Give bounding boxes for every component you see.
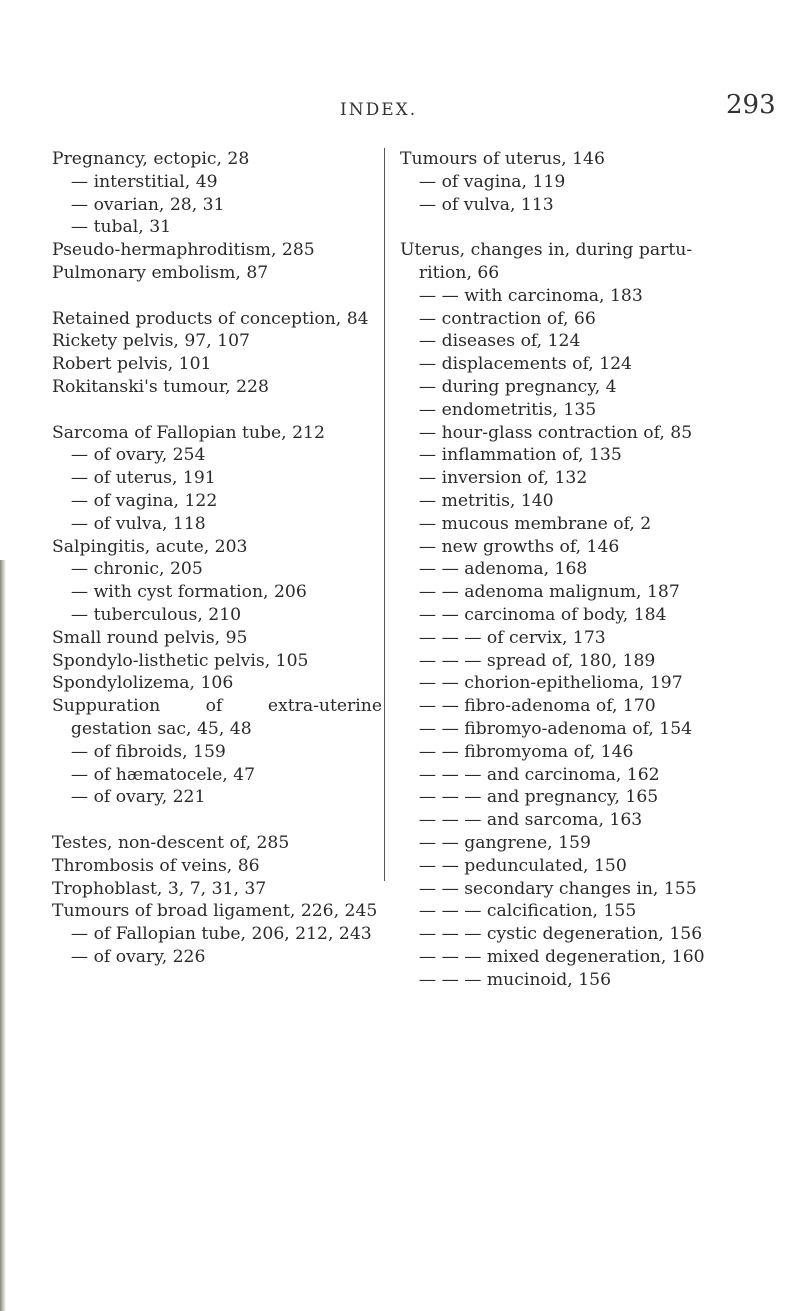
- index-subentry: — inflammation of, 135: [418, 445, 622, 466]
- entry-gap: [52, 809, 382, 832]
- index-subentry: — diseases of, 124: [418, 331, 581, 352]
- index-entry: Pseudo-hermaphroditism, 285: [52, 240, 315, 261]
- index-subentry: — mucous membrane of, 2: [418, 513, 652, 534]
- index-subentry: — — — spread of, 180, 189: [418, 650, 656, 671]
- page-number: 293: [726, 90, 776, 120]
- index-subentry: — — with carcinoma, 183: [418, 285, 643, 306]
- index-entry: Testes, non-descent of, 285: [52, 832, 290, 853]
- index-entry: Thrombosis of veins, 86: [52, 855, 260, 876]
- index-entry: Small round pelvis, 95: [52, 627, 248, 648]
- index-subentry: — of vulva, 118: [70, 513, 206, 534]
- index-subentry: — metritis, 140: [418, 490, 554, 511]
- entry-gap: [52, 399, 382, 422]
- index-entry: Rokitanski's tumour, 228: [52, 376, 269, 397]
- entry-gap: [400, 216, 740, 239]
- index-subentry: — of vagina, 119: [418, 171, 566, 192]
- index-entry: Tumours of uterus, 146: [400, 149, 605, 169]
- page-header: [0, 90, 800, 130]
- index-subentry: — — fibromyo-adenoma of, 154: [418, 718, 693, 739]
- index-subentry: — of uterus, 191: [70, 468, 216, 489]
- index-subentry: — — carcinoma of body, 184: [418, 604, 667, 625]
- index-subentry: — of vulva, 113: [418, 194, 554, 215]
- index-column-right: [400, 148, 740, 991]
- index-subentry: — — — cystic degeneration, 156: [418, 924, 703, 945]
- index-entry: Sarcoma of Fallopian tube, 212: [52, 422, 325, 443]
- index-entry: Trophoblast, 3, 7, 31, 37: [52, 878, 267, 899]
- index-subentry: — interstitial, 49: [70, 171, 218, 192]
- index-subentry: — — secondary changes in, 155: [418, 878, 697, 899]
- index-subentry: — — fibromyoma of, 146: [418, 741, 634, 762]
- index-entry: Spondylolizema, 106: [52, 673, 234, 694]
- index-subentry: — contraction of, 66: [418, 308, 596, 329]
- index-column-left: [52, 148, 382, 969]
- running-title: INDEX.: [340, 100, 418, 120]
- index-subentry: — new growths of, 146: [418, 536, 620, 557]
- index-entry: Suppuration of extra-uterine gestation sac, 45, 48: [52, 696, 382, 739]
- index-subentry: — — pedunculated, 150: [418, 855, 627, 876]
- index-entry: Rickety pelvis, 97, 107: [52, 331, 250, 352]
- index-subentry: — of ovary, 221: [70, 787, 206, 808]
- index-subentry: — displacements of, 124: [418, 354, 632, 375]
- index-subentry: — of hæmatocele, 47: [70, 764, 256, 785]
- index-subentry: — — — of cervix, 173: [418, 627, 606, 648]
- index-entry: Robert pelvis, 101: [52, 354, 212, 375]
- index-entry: Spondylo-listhetic pelvis, 105: [52, 650, 309, 671]
- index-entry: Pulmonary embolism, 87: [52, 262, 269, 283]
- index-subentry: — — — mucinoid, 156: [418, 969, 612, 990]
- index-entry: Tumours of broad ligament, 226, 245: [52, 901, 378, 922]
- index-subentry: — — adenoma malignum, 187: [418, 582, 680, 603]
- index-subentry: — during pregnancy, 4: [418, 376, 617, 397]
- index-entry: Salpingitis, acute, 203: [52, 536, 248, 557]
- index-entry: Uterus, changes in, during partu-rition, 66: [400, 240, 693, 283]
- index-subentry: — ovarian, 28, 31: [70, 194, 225, 215]
- index-subentry: — — — and pregnancy, 165: [418, 787, 659, 808]
- index-subentry: — of ovary, 226: [70, 946, 206, 967]
- index-subentry: — of fibroids, 159: [70, 741, 226, 762]
- index-subentry: — of ovary, 254: [70, 445, 206, 466]
- entry-gap: [52, 285, 382, 308]
- index-subentry: — endometritis, 135: [418, 399, 597, 420]
- index-subentry: — — chorion-epithelioma, 197: [418, 673, 683, 694]
- index-subentry: — hour-glass contraction of, 85: [418, 422, 693, 443]
- index-subentry: — of vagina, 122: [70, 490, 218, 511]
- index-subentry: — chronic, 205: [70, 559, 203, 580]
- index-subentry: — — — mixed degeneration, 160: [418, 946, 705, 967]
- index-entry: Pregnancy, ectopic, 28: [52, 149, 250, 169]
- index-subentry: — of Fallopian tube, 206, 212, 243: [70, 924, 372, 945]
- index-subentry: — tubal, 31: [70, 217, 172, 238]
- index-subentry: — — adenoma, 168: [418, 559, 588, 580]
- index-subentry: — — — calcification, 155: [418, 901, 637, 922]
- index-subentry: — — — and sarcoma, 163: [418, 810, 643, 831]
- index-entry: Retained products of conception, 84: [52, 308, 369, 329]
- index-subentry: — with cyst formation, 206: [70, 582, 307, 603]
- index-subentry: — inversion of, 132: [418, 468, 588, 489]
- index-subentry: — — — and carcinoma, 162: [418, 764, 660, 785]
- index-subentry: — — gangrene, 159: [418, 832, 591, 853]
- page-edge-shadow: [0, 560, 6, 1311]
- column-divider: [384, 148, 385, 881]
- index-subentry: — tuberculous, 210: [70, 604, 242, 625]
- index-subentry: — — fibro-adenoma of, 170: [418, 696, 656, 717]
